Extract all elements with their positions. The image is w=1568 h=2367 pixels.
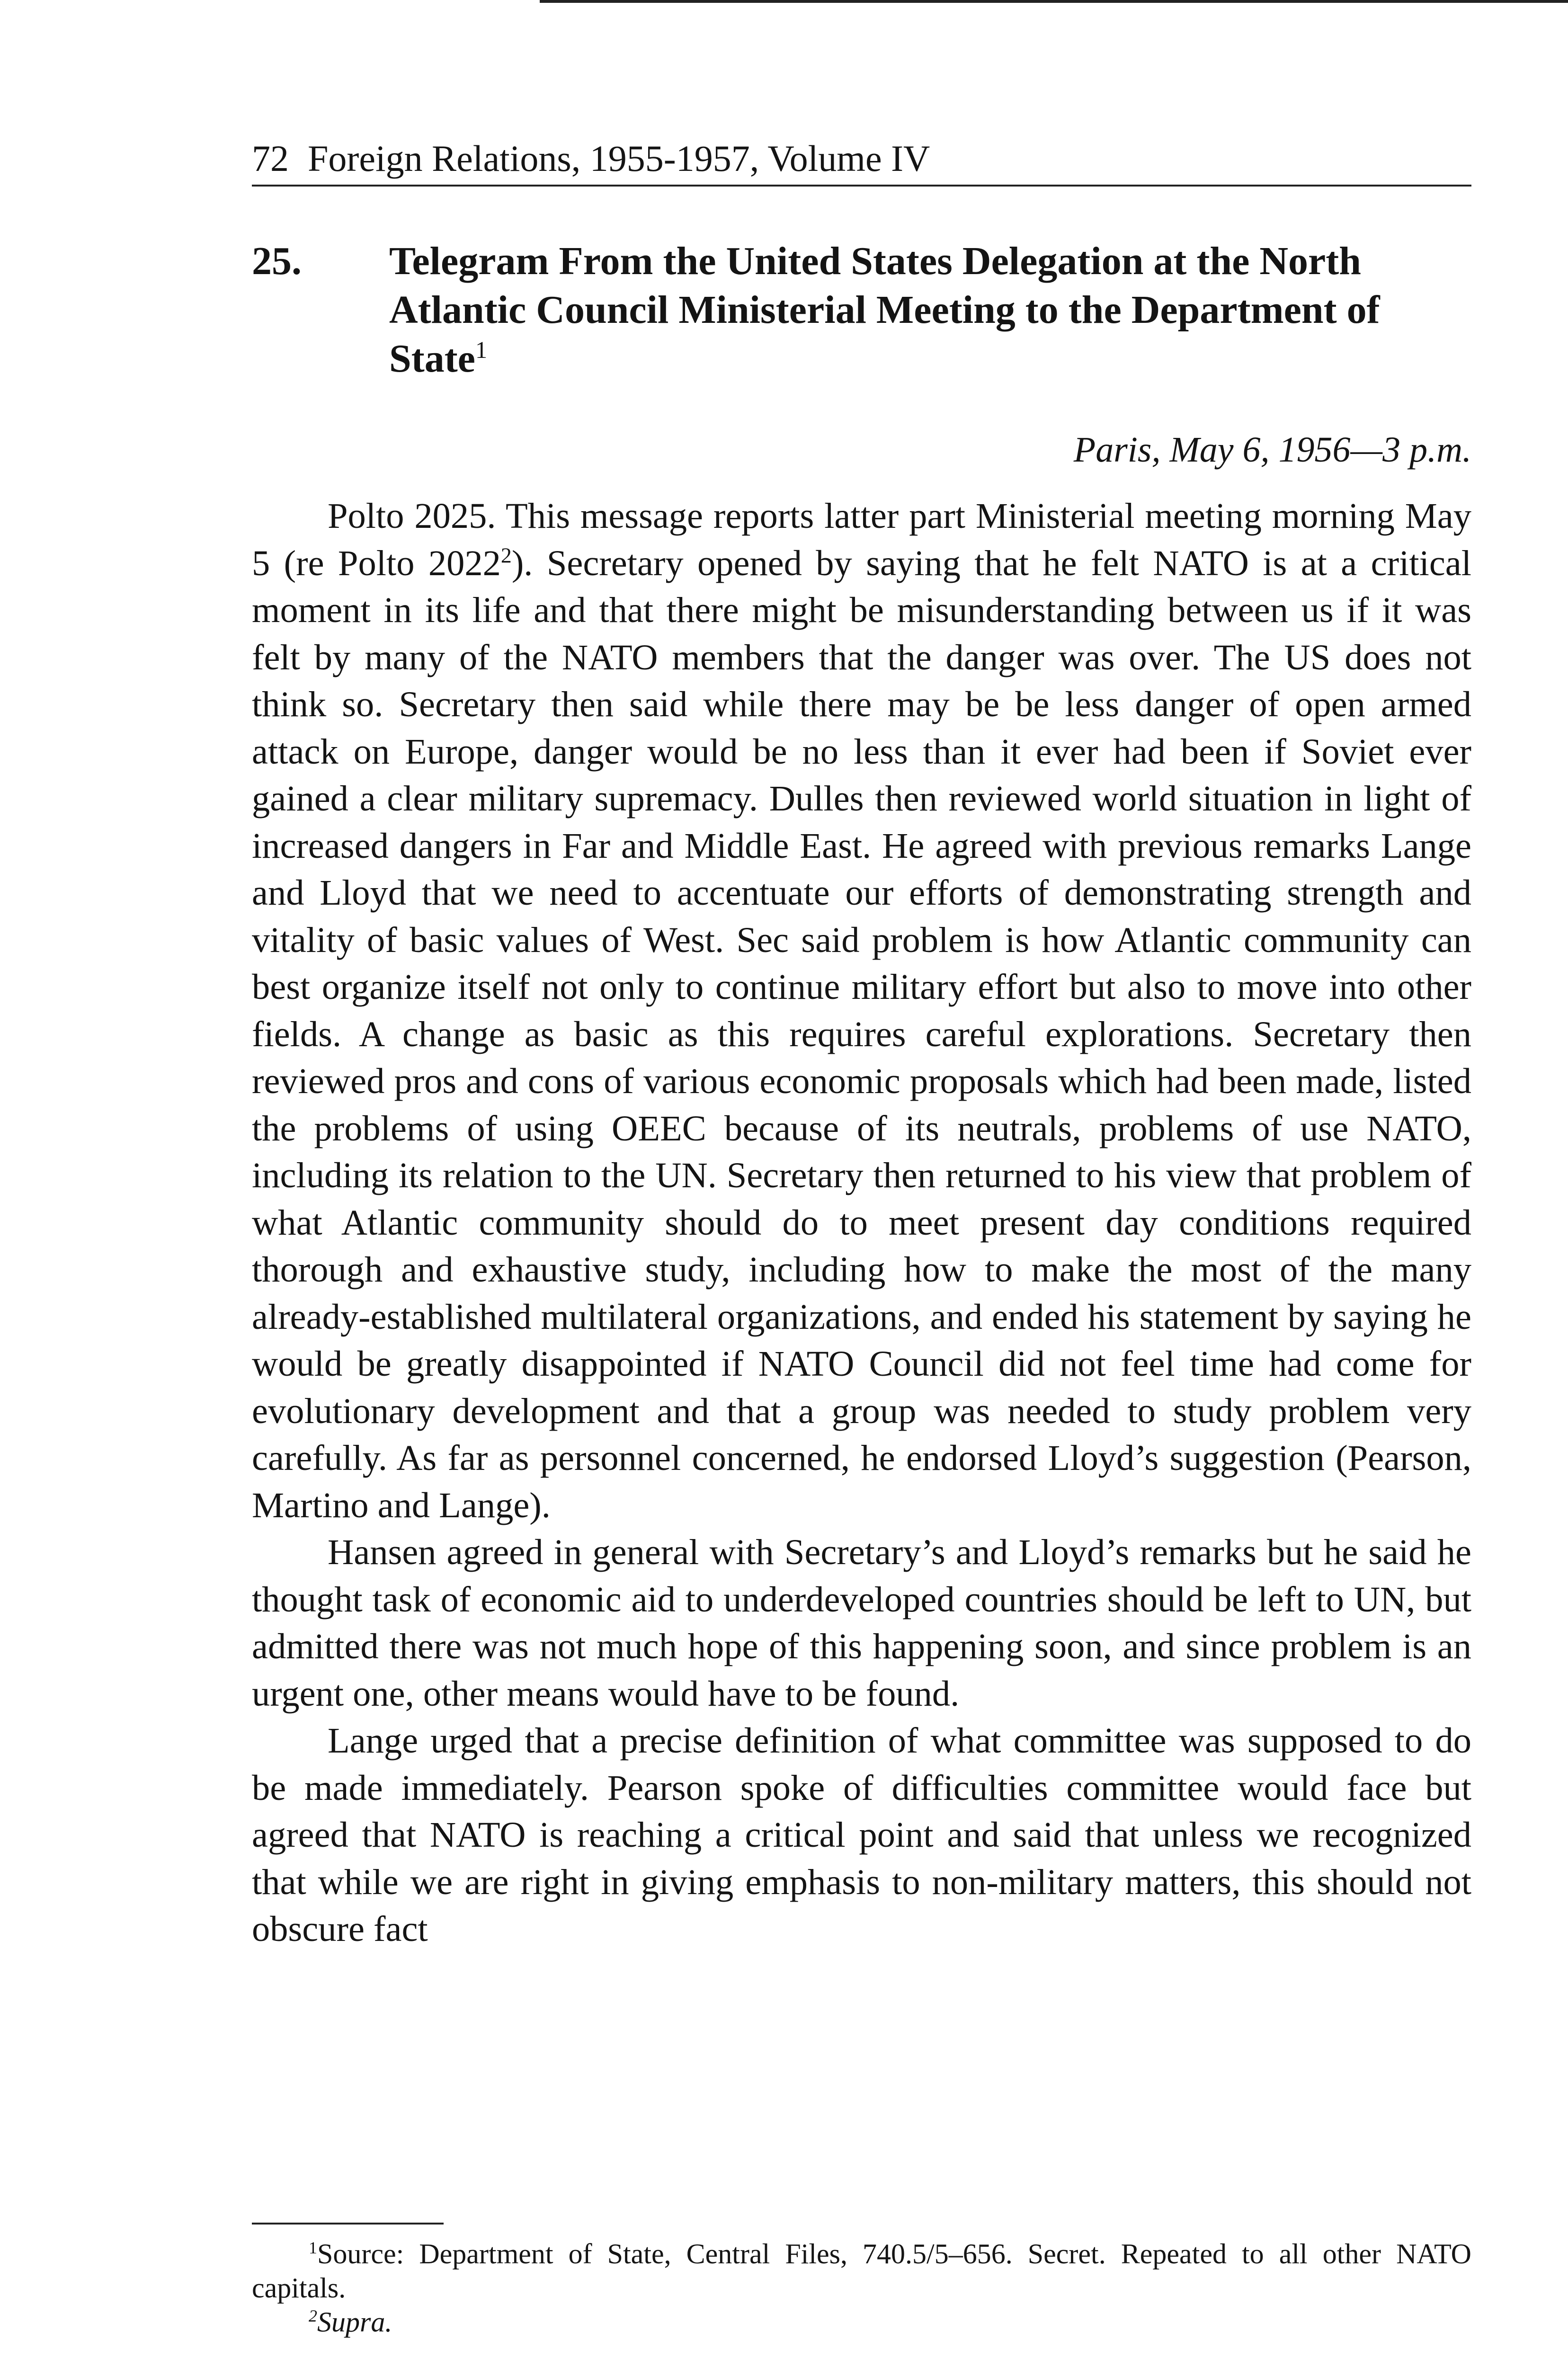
paragraph-2: Hansen agreed in general with Secretary’s and Lloyd’s remarks but he said he thought task of economic aid to underdeveloped countries should be left to UN, but admitted there was not much hope of this happening soon, and since problem is an urgent one, other means would have to be found. — [252, 1532, 1471, 1714]
body-text — [252, 492, 1471, 1953]
footnote-1-text: Source: Department of State, Central Files, 740.5/5–656. Secret. Repeated to all other NATO capitals. — [252, 2238, 1471, 2304]
paragraph-3: Lange urged that a precise definition of what committee was supposed to do be made immediately. Pearson spoke of difficulties committee would face but agreed that NATO is reaching a critical point and said that unless we recognized that while we are right in giving emphasis to non-military matters, this should not obscure fact — [252, 1720, 1471, 1949]
dateline: Paris, May 6, 1956—3 p.m. — [1073, 430, 1471, 470]
footnote-ref-2: 2 — [500, 543, 512, 567]
page-number: 72 — [252, 138, 289, 179]
footnote-1-mark: 1 — [309, 2238, 317, 2257]
footnote-2-text: Supra. — [317, 2306, 392, 2338]
paragraph-1-start: Polto 2025. This message reports latter part Ministerial meeting morning May 5 (re Polto 2022 — [252, 496, 1471, 583]
volume-title: Foreign Relations, 1955-1957, Volume IV — [308, 138, 930, 179]
document-title — [389, 237, 1478, 383]
running-head — [252, 137, 1471, 187]
document-number: 25. — [252, 239, 302, 283]
footnote-ref-1: 1 — [475, 337, 488, 363]
top-border — [540, 0, 1568, 3]
footnote-rule — [252, 2223, 444, 2225]
paragraph-1 — [252, 492, 1471, 1529]
footnote-2-mark: 2 — [309, 2306, 317, 2325]
footnote-2 — [252, 2305, 1471, 2339]
footnotes — [252, 2237, 1471, 2339]
document-title-text: Telegram From the United States Delegation at the North Atlantic Council Ministerial Meeting to the Department of State — [389, 239, 1380, 381]
paragraph-1-rest: ). Secretary opened by saying that he felt NATO is at a critical moment in its life and that there might be misunderstanding between us if it was felt by many of the NATO members that the danger was over. The US does not think so. Secretary then said while there may be be less danger of open armed attack on Europe, danger would be no less than it ever had been if Soviet ever gained a clear military supremacy. Dulles then reviewed world situation in light of increased dangers in Far and Middle East. He agreed with previous remarks Lange and Lloyd that we need to accentuate our efforts of demonstrating strength and vitality of basic values of West. Sec said problem is how Atlantic community can best organize itself not only to continue military effort but also to move into other fields. A change as basic as this requires careful explorations. Secretary then reviewed pros and cons of various economic proposals which had been made, listed the problems of using OEEC because of its neutrals, problems of use NATO, including its relation to the UN. Secretary then returned to his view that problem of what Atlantic community should do to meet present day conditions required thorough and exhaustive study, including how to make the most of the many already-established multilateral organizations, and ended his statement by saying he would be greatly disappointed if NATO Council did not feel time had come for evolutionary development and that a group was needed to study problem very carefully. As far as personnel concerned, he endorsed Lloyd’s suggestion (Pearson, Martino and Lange). — [252, 543, 1471, 1525]
footnote-1 — [252, 2237, 1471, 2305]
